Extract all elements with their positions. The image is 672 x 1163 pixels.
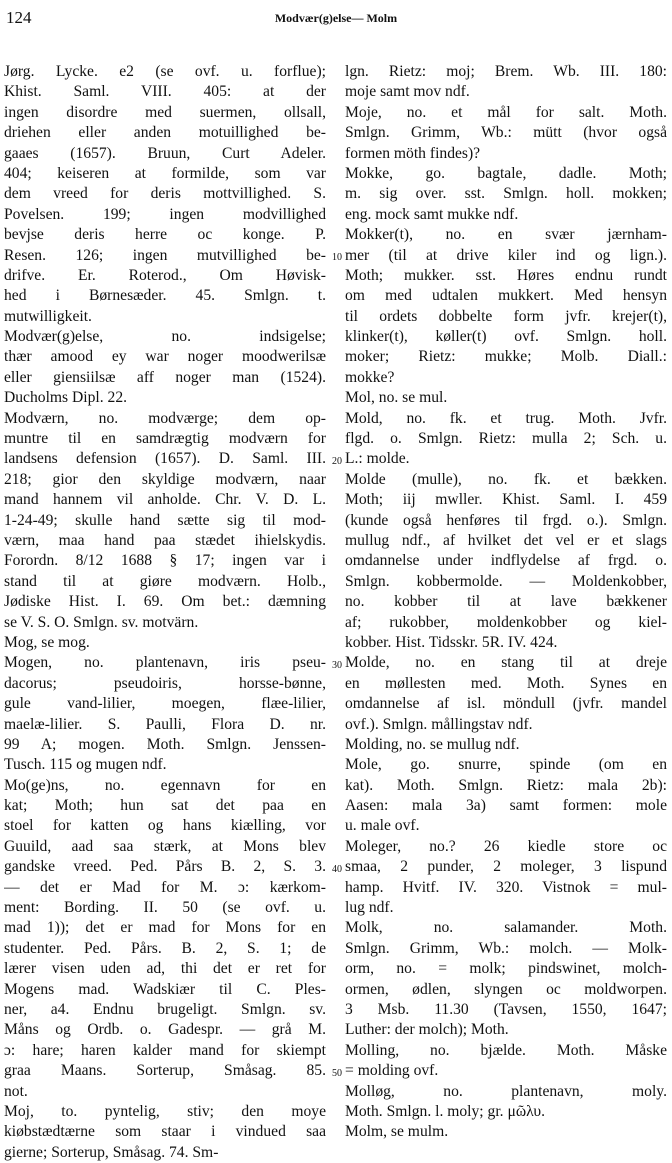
- text-line: driehen eller anden motuillighed be-: [4, 124, 326, 142]
- text-line: gierne; Sorterup, Småsag. 74. Sm-: [4, 1143, 219, 1161]
- text-line: u. male ovf.: [345, 817, 420, 835]
- text-line: Mo(ge)ns, no. egennavn for en: [4, 776, 326, 794]
- text-line: dem vreed for deris mottvillighed. S.: [4, 185, 326, 203]
- text-line: mutwilligkeit.: [4, 307, 92, 325]
- text-line: en møllesten med. Moth. Synes en: [345, 674, 667, 692]
- line-number: 20: [332, 456, 342, 467]
- text-line: Moj, to. pyntelig, stiv; den moye: [4, 1102, 326, 1120]
- text-line: moker; Rietz: mukke; Molb. Diall.:: [345, 348, 667, 366]
- text-line: L.: molde.: [345, 450, 410, 468]
- text-line: mokke?: [345, 368, 395, 386]
- text-line: gule vand-lilier, moegen, flæe-lilier,: [4, 695, 326, 713]
- text-line: ormen, ødlen, slyngen oc moldworpen.: [345, 980, 667, 998]
- text-line: Måns og Ordb. o. Gadespr. — grå M.: [4, 1021, 326, 1039]
- text-line: Moth. Smlgn. l. moly; gr. μῶλυ.: [345, 1102, 545, 1120]
- text-line: Guuild, aad saa stærk, at Mons blev: [4, 837, 326, 855]
- text-line: lærer visen uden ad, thi det er ret for: [4, 960, 326, 978]
- text-line: Mogens mad. Wadskiær til C. Ples-: [4, 980, 326, 998]
- text-line: flgd. o. Smlgn. Rietz: mulla 2; Sch. u.: [345, 430, 667, 448]
- text-line: Luther: der molch); Moth.: [345, 1021, 509, 1039]
- right-column: [345, 62, 667, 1143]
- line-number: 50: [332, 1068, 342, 1079]
- text-line: Molding, no. se mullug ndf.: [345, 735, 520, 753]
- text-line: Molløg, no. plantenavn, moly.: [345, 1082, 667, 1100]
- text-line: gandske vreed. Ped. Pårs B. 2, S. 3.: [4, 858, 326, 876]
- text-line: smaa, 2 punder, 2 moleger, 3 lispund: [345, 858, 667, 876]
- text-line: thær amood ey war noger moodwerilsæ: [4, 348, 326, 366]
- text-line: værn, maa hand paa stædet ihielskydis.: [4, 531, 326, 549]
- text-line: maelæ-lilier. S. Paulli, Flora D. nr.: [4, 715, 326, 733]
- text-line: (kunde også henføres til frgd. o.). Smlgn.: [345, 511, 667, 529]
- text-line: gaaes (1657). Bruun, Curt Adeler.: [4, 144, 326, 162]
- text-line: 99 A; mogen. Moth. Smlgn. Jenssen-: [4, 735, 326, 753]
- text-line: Mogen, no. plantenavn, iris pseu-: [4, 654, 326, 672]
- text-line: stoel for katten og hans kiælling, vor: [4, 817, 326, 835]
- text-line: kobber. Hist. Tidsskr. 5R. IV. 424.: [345, 633, 558, 651]
- text-line: 404; keiseren at formilde, som var: [4, 164, 326, 182]
- text-line: Mokke, go. bagtale, dadle. Moth;: [345, 164, 667, 182]
- text-line: dacorus; pseudoiris, horsse-bønne,: [4, 674, 326, 692]
- text-line: 3 Msb. 11.30 (Tavsen, 1550, 1647;: [345, 1000, 667, 1018]
- text-line: muntre til en samdrægtig modværn for: [4, 430, 326, 448]
- text-line: 1-24-49; skulle hand sætte sig til mod-: [4, 511, 326, 529]
- text-line: omdannelse under indflydelse af frgd. o.: [345, 552, 667, 570]
- text-line: orm, no. = molk; pindswinet, molch-: [345, 960, 667, 978]
- text-line: Jørg. Lycke. e2 (se ovf. u. forflue);: [4, 63, 326, 80]
- text-line: Mole, go. snurre, spinde (om en: [345, 756, 667, 774]
- text-line: Modværn, no. modværge; dem op-: [4, 409, 326, 427]
- text-line: Molde (mulle), no. fk. et bækken.: [345, 470, 667, 488]
- text-line: klinker(t), køller(t) ovf. Smlgn. holl.: [345, 328, 667, 346]
- text-line: mad 1)); det er mad for Mons for en: [4, 919, 326, 937]
- text-line: kiøbstædtærne som staar i vindued saa: [4, 1123, 326, 1141]
- text-line: 218; gior den skyldige modværn, naar: [4, 470, 326, 488]
- text-line: Molling, no. bjælde. Moth. Måske: [345, 1041, 667, 1059]
- text-line: ɔ: hare; haren kalder mand for skiempt: [4, 1041, 326, 1059]
- text-line: Molk, no. salamander. Moth.: [345, 919, 667, 937]
- text-line: mullug ndf., af hvilket det vel er et slags: [345, 531, 667, 549]
- text-line: mer (til at drive kiler ind og lign.).: [345, 246, 667, 264]
- text-line: kat; Moth; hun sat det paa en: [4, 797, 326, 815]
- text-line: Jødiske Hist. I. 69. Om bet.: dæmning: [4, 593, 326, 611]
- text-line: studenter. Ped. Pårs. B. 2, S. 1; de: [4, 939, 326, 957]
- text-line: omdannelse af isl. möndull (jvfr. mandel: [345, 695, 667, 713]
- text-line: hamp. Hvitf. IV. 320. Vistnok = mul-: [345, 878, 667, 896]
- text-line: Smlgn. kobbermolde. — Moldenkobber,: [345, 572, 667, 590]
- line-number: 10: [332, 252, 342, 263]
- text-line: om med udtalen mukkert. Med hensyn: [345, 287, 667, 305]
- text-line: Molde, no. en stang til at dreje: [345, 654, 667, 672]
- text-line: — det er Mad for M. ɔ: kærkom-: [4, 878, 326, 896]
- running-head: Modvær(g)else— Molm: [274, 11, 398, 25]
- text-line: til ordets dobbelte form jvfr. krejer(t),: [345, 307, 667, 325]
- page-number: 124: [6, 8, 32, 27]
- text-line: hed i Børnesæder. 45. Smlgn. t.: [4, 287, 326, 305]
- text-line: lug ndf.: [345, 899, 394, 917]
- text-line: mand hannem vil anholde. Chr. V. D. L.: [4, 491, 326, 509]
- text-line: lgn. Rietz: moj; Brem. Wb. III. 180:: [345, 63, 667, 80]
- text-line: Aasen: mala 3a) samt formen: mole: [345, 797, 667, 815]
- text-line: Forordn. 8/12 1688 § 17; ingen var i: [4, 552, 326, 570]
- text-line: Mol, no. se mul.: [345, 389, 448, 407]
- text-line: Mog, se mog.: [4, 633, 90, 651]
- text-line: Smlgn. Grimm, Wb.: molch. — Molk-: [345, 939, 667, 957]
- text-line: Moth; mukker. sst. Høres endnu rundt: [345, 266, 667, 284]
- text-line: ovf.). Smlgn. mållingstav ndf.: [345, 715, 533, 733]
- line-number: 30: [332, 660, 342, 671]
- text-line: eller giensiilsæ aff noger man (1524).: [4, 368, 326, 386]
- text-line: Moje, no. et mål for salt. Moth.: [345, 103, 667, 121]
- text-line: Povelsen. 199; ingen modvillighed: [4, 205, 326, 223]
- text-line: ner, a4. Endnu brugeligt. Smlgn. sv.: [4, 1000, 326, 1018]
- text-line: eng. mock samt mukke ndf.: [345, 205, 519, 223]
- text-line: drifve. Er. Roterod., Om Høvisk-: [4, 266, 326, 284]
- text-line: Moleger, no.? 26 kiedle store oc: [345, 837, 667, 855]
- text-line: moje samt mov ndf.: [345, 83, 470, 101]
- text-line: no. kobber til at lave bækkener: [345, 593, 667, 611]
- text-line: landsens defension (1657). D. Saml. III.: [4, 450, 326, 468]
- text-line: stand til at giøre modværn. Holb.,: [4, 572, 326, 590]
- text-line: not.: [4, 1082, 28, 1100]
- text-line: m. sig over. sst. Smlgn. holl. mokken;: [345, 185, 667, 203]
- text-line: formen möth findes)?: [345, 144, 481, 162]
- text-line: Modvær(g)else, no. indsigelse;: [4, 328, 326, 346]
- text-line: graa Maans. Sorterup, Småsag. 85.: [4, 1062, 326, 1080]
- text-line: bevjse deris herre oc konge. P.: [4, 226, 326, 244]
- text-line: Mold, no. fk. et trug. Moth. Jvfr.: [345, 409, 667, 427]
- text-line: Molm, se mulm.: [345, 1123, 449, 1141]
- text-line: ingen disordre med suermen, ollsall,: [4, 103, 326, 121]
- left-column: [4, 62, 326, 1163]
- text-line: se V. S. O. Smlgn. sv. motvärn.: [4, 613, 199, 631]
- text-line: Khist. Saml. VIII. 405: at der: [4, 83, 326, 101]
- text-line: Resen. 126; ingen mutvillighed be-: [4, 246, 326, 264]
- text-line: ment: Bording. II. 50 (se ovf. u.: [4, 899, 326, 917]
- text-line: Ducholms Dipl. 22.: [4, 389, 128, 407]
- text-line: Smlgn. Grimm, Wb.: mütt (hvor også: [345, 124, 667, 142]
- text-line: Mokker(t), no. en svær jærnham-: [345, 226, 667, 244]
- text-line: kat). Moth. Smlgn. Rietz: mala 2b):: [345, 776, 667, 794]
- line-number: 40: [332, 864, 342, 875]
- page-header: [0, 8, 672, 30]
- text-line: Tusch. 115 og mugen ndf.: [4, 756, 167, 774]
- text-line: af; rukobber, moldenkobber og kiel-: [345, 613, 667, 631]
- text-line: Moth; iij mwller. Khist. Saml. I. 459: [345, 491, 667, 509]
- text-line: = molding ovf.: [345, 1062, 439, 1080]
